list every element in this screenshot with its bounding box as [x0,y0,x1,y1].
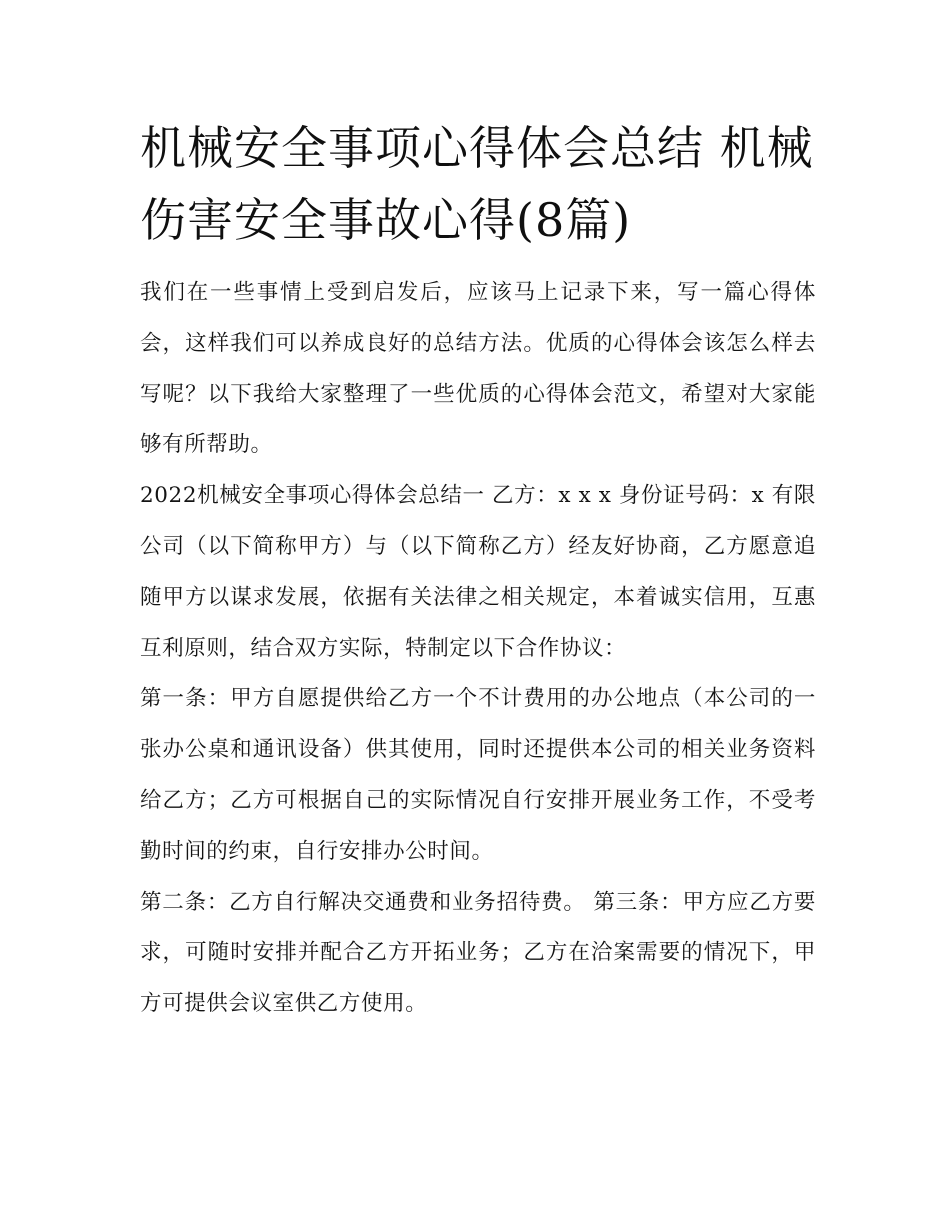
paragraph-agreement-intro: 2022机械安全事项心得体会总结一 乙方：x x x 身份证号码：x 有限公司（以下简称甲方）与（以下简称乙方）经友好协商，乙方愿意追随甲方以谋求发展，依据有关法律之相关规定，本着诚实信用，互惠互利原则，结合双方实际，特制定以下合作协议： [140,483,816,661]
paragraph-article-2-3: 第二条：乙方自行解决交通费和业务招待费。 第三条：甲方应乙方要求，可随时安排并配合乙方开拓业务；乙方在洽案需要的情况下，甲方可提供会议室供乙方使用。 [140,889,816,1017]
document-body [140,112,816,1030]
paragraph-intro: 我们在一些事情上受到启发后，应该马上记录下来，写一篇心得体会，这样我们可以养成良好的总结方法。优质的心得体会该怎么样去写呢？以下我给大家整理了一些优质的心得体会范文，希望对大家能够有所帮助。 [140,280,816,458]
paragraph-article-1: 第一条：甲方自愿提供给乙方一个不计费用的办公地点（本公司的一张办公桌和通讯设备）供其使用，同时还提供本公司的相关业务资料给乙方；乙方可根据自己的实际情况自行安排开展业务工作，不受考勤时间的约束，自行安排办公时间。 [140,686,816,864]
document-title: 机械安全事项心得体会总结 机械伤害安全事故心得(8篇) [140,121,814,247]
